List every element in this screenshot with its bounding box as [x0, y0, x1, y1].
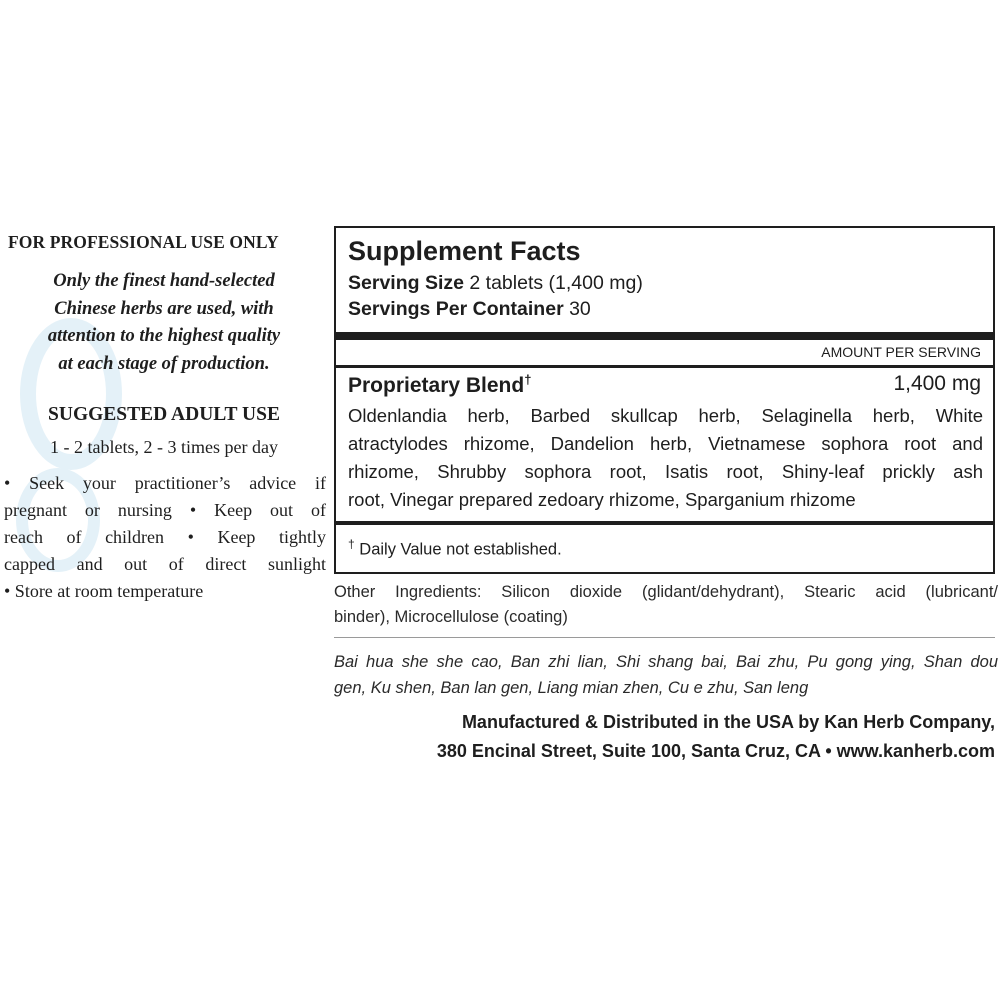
blend-amount: 1,400 mg	[893, 372, 981, 395]
pinyin-line: gen, Ku shen, Ban lan gen, Liang mian zhen, Cu e zhu, San leng	[334, 679, 809, 697]
ingredient-line: Oldenlandia herb, Barbed skullcap herb, Selaginella herb, White	[348, 405, 983, 426]
ingredient-list	[348, 402, 983, 514]
blend-name-text: Proprietary Blend	[348, 374, 525, 397]
serving-size-label: Serving Size	[348, 272, 464, 294]
warnings	[4, 470, 326, 605]
warning-line: capped and out of direct sunlight	[4, 554, 326, 574]
facts-title: Supplement Facts	[348, 236, 581, 266]
tagline-line: Only the finest hand-selected	[53, 271, 275, 291]
ingredient-line: atractylodes rhizome, Dandelion herb, Vietnamese sophora root and	[348, 433, 983, 454]
blend-name	[348, 372, 531, 398]
thin-divider	[336, 365, 993, 368]
dosage-text: 1 - 2 tablets, 2 - 3 times per day	[50, 437, 278, 457]
daily-value-note	[348, 537, 562, 560]
other-ingredients-line: Other Ingredients: Silicon dioxide (glidant/dehydrant), Stearic acid (lubricant/	[334, 583, 998, 601]
suggested-use-heading: SUGGESTED ADULT USE	[48, 404, 280, 425]
tagline-line: at each stage of production.	[58, 353, 270, 374]
servings-per-container	[348, 298, 591, 321]
daily-value-text: Daily Value not established.	[359, 540, 562, 559]
amount-per-serving-header: AMOUNT PER SERVING	[821, 344, 981, 360]
ingredient-line: rhizome, Shrubby sophora root, Isatis root, Shiny-leaf prickly ash	[348, 461, 983, 482]
manufacturer-address: 380 Encinal Street, Suite 100, Santa Cruz, CA • www.kanherb.com	[436, 741, 995, 761]
serving-size	[348, 272, 643, 295]
pinyin-names	[334, 649, 998, 701]
dagger-mark: †	[524, 372, 532, 387]
professional-use-notice: FOR PROFESSIONAL USE ONLY	[8, 232, 279, 252]
ingredient-line: root, Vinegar prepared zedoary rhizome, Sparganium rhizome	[348, 489, 856, 510]
tagline-line: attention to the highest quality	[47, 326, 281, 346]
servings-per-container-value: 30	[569, 298, 591, 320]
manufacturer-line: Manufactured & Distributed in the USA by Kan Herb Company,	[461, 712, 995, 732]
servings-per-container-label: Servings Per Container	[348, 298, 564, 320]
quality-tagline	[14, 268, 314, 378]
pinyin-line: Bai hua she she cao, Ban zhi lian, Shi shang bai, Bai zhu, Pu gong ying, Shan dou	[334, 653, 998, 671]
thick-divider	[336, 332, 993, 340]
dagger-mark: †	[348, 537, 355, 551]
warning-line: • Seek your practitioner’s advice if	[4, 473, 326, 493]
tagline-line: Chinese herbs are used, with	[54, 298, 274, 319]
manufacturer-info	[334, 708, 995, 766]
section-divider	[334, 637, 995, 638]
warning-line: • Store at room temperature	[4, 581, 204, 601]
warning-line: reach of children • Keep tightly	[4, 527, 326, 547]
supplement-facts-panel	[334, 226, 995, 574]
bottom-divider	[336, 521, 993, 525]
warning-line: pregnant or nursing • Keep out of	[4, 500, 326, 520]
other-ingredients-line: binder), Microcellulose (coating)	[334, 608, 568, 626]
serving-size-value: 2 tablets (1,400 mg)	[469, 272, 643, 294]
other-ingredients	[334, 580, 998, 630]
